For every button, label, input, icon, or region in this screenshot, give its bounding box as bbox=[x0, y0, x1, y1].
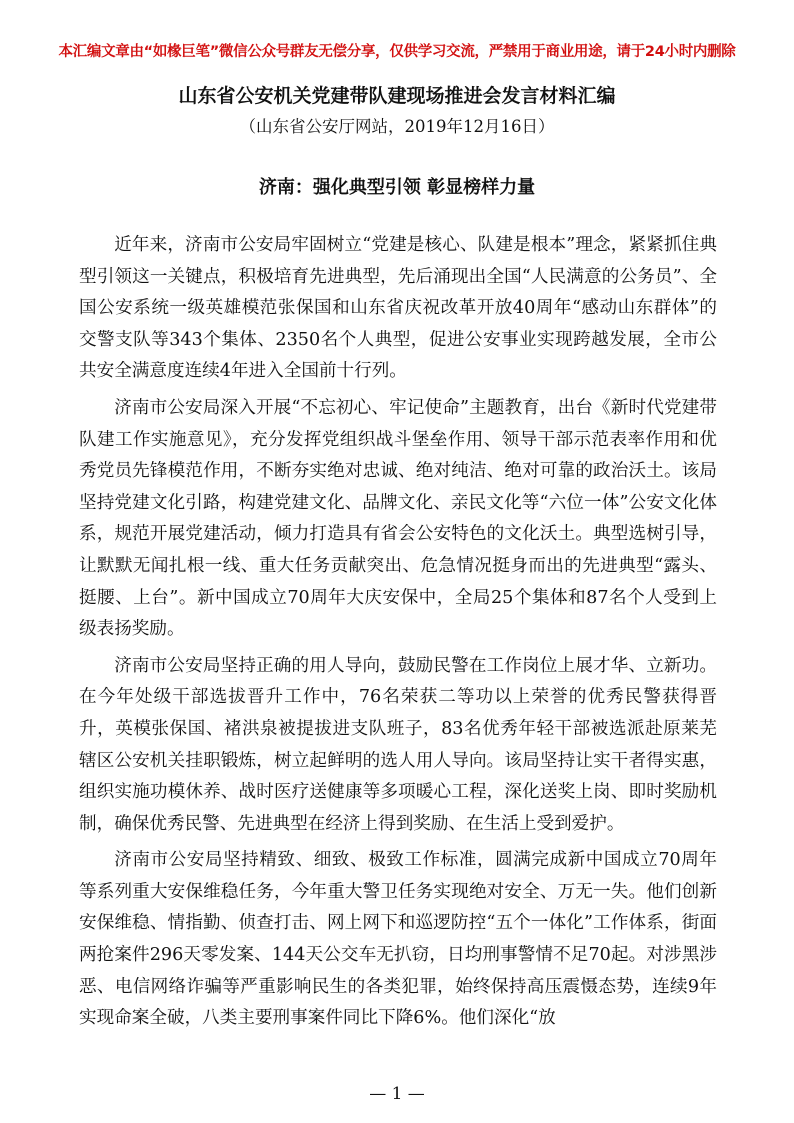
disclaimer-banner: 本汇编文章由“如椽巨笔”微信公众号群友无偿分享，仅供学习交流，严禁用于商业用途，请于24小时内删除 bbox=[58, 44, 736, 60]
document-source: （山东省公安厅网站，2019年12月16日） bbox=[239, 117, 555, 136]
paragraph: 济南市公安局坚持正确的用人导向，鼓励民警在工作岗位上展才华、立新功。在今年处级干部选拔晋升工作中，76名荣获二等功以上荣誉的优秀民警获得晋升，英模张保国、褚洪泉被提拔进支队班子，83名优秀年轻干部被选派赴原莱芜辖区公安机关挂职锻炼，树立起鲜明的选人用人导向。该局坚持让实干者得实惠，组织实施功模休养、战时医疗送健康等多项暖心工程，深化送奖上岗、即时奖励机制，确保优秀民警、先进典型在经济上得到奖励、在生活上受到爱护。 bbox=[79, 655, 717, 834]
paragraph: 济南市公安局深入开展“不忘初心、牢记使命”主题教育，出台《新时代党建带队建工作实施意见》，充分发挥党组织战斗堡垒作用、领导干部示范表率作用和优秀党员先锋模范作用，不断夯实绝对忠诚、绝对纯洁、绝对可靠的政治沃土。该局坚持党建文化引路，构建党建文化、品牌文化、亲民文化等“六位一体”公安文化体系，规范开展党建活动，倾力打造具有省会公安特色的文化沃土。典型选树引导，让默默无闻扎根一线、重大任务贡献突出、危急情况挺身而出的先进典型“露头、挺腰、上台”。新中国成立70周年大庆安保中，全局25个集体和87名个人受到上级表扬奖励。 bbox=[79, 397, 717, 640]
paragraph: 近年来，济南市公安局牢固树立“党建是核心、队建是根本”理念，紧紧抓住典型引领这一关键点，积极培育先进典型，先后涌现出全国“人民满意的公务员”、全国公安系统一级英雄模范张保国和山东省庆祝改革开放40周年“感动山东群体”的交警支队等343个集体、2350名个人典型，促进公安事业实现跨越发展，全市公共安全满意度连续4年进入全国前十行列。 bbox=[79, 235, 717, 382]
paragraph: 济南市公安局坚持精致、细致、极致工作标准，圆满完成新中国成立70周年等系列重大安保维稳任务，今年重大警卫任务实现绝对安全、万无一失。他们创新安保维稳、情指勤、侦查打击、网上网下和巡逻防控“五个一体化”工作体系，街面两抢案件296天零发案、144天公交车无扒窃，日均刑事警情不足70起。对涉黑涉恶、电信网络诈骗等严重影响民生的各类犯罪，始终保持高压震慑态势，连续9年实现命案全破，八类主要刑事案件同比下降6%。他们深化“放 bbox=[79, 850, 717, 1029]
document-body bbox=[79, 230, 717, 1040]
section-title: 济南：强化典型引领 彰显榜样力量 bbox=[258, 177, 536, 198]
page-number: — 1 — bbox=[369, 1084, 425, 1104]
document-title: 山东省公安机关党建带队建现场推进会发言材料汇编 bbox=[178, 85, 616, 107]
